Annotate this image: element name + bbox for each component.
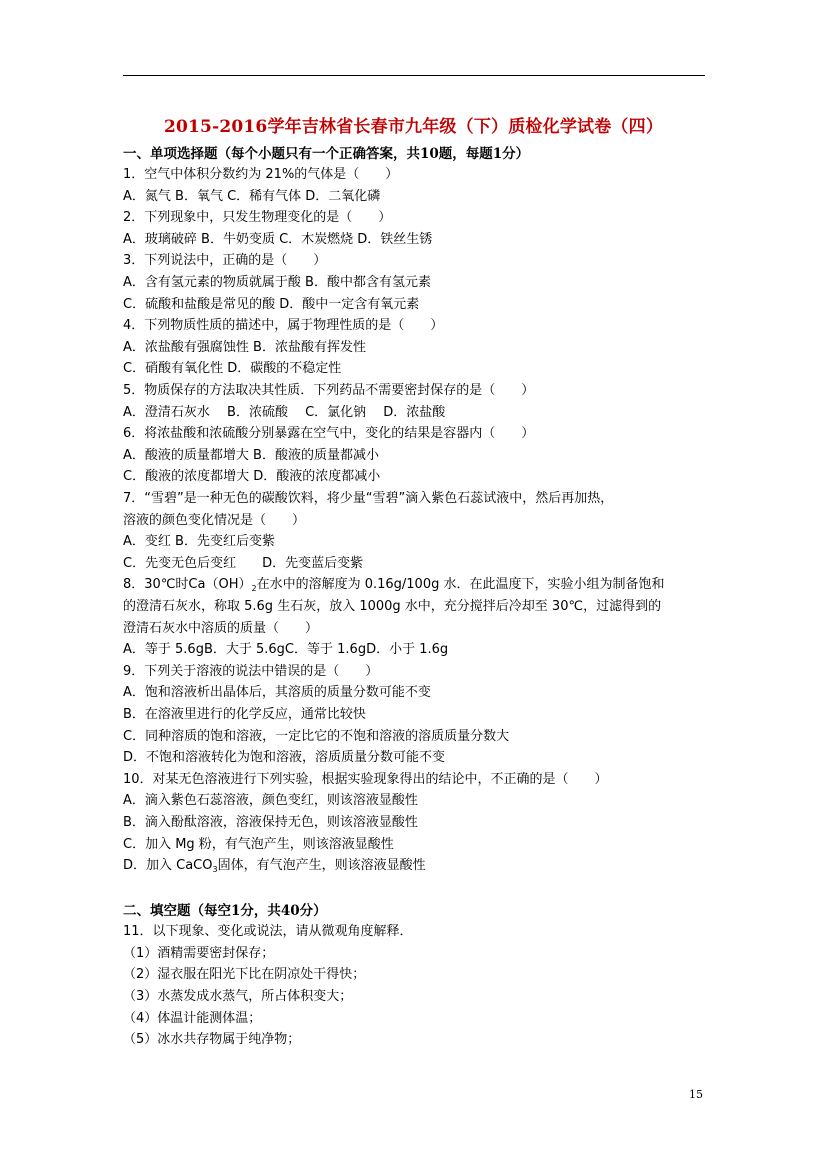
- question-5-options: A．澄清石灰水 B．浓硫酸 C．氯化钠 D．浓盐酸: [123, 405, 446, 420]
- question-11-item-5: （5）冰水共存物属于纯净物；: [123, 1032, 301, 1047]
- question-7-line-1: 7．“雪碧”是一种无色的碳酸饮料，将少量“雪碧”滴入紫色石蕊试液中，然后再加热，: [123, 491, 614, 506]
- question-9-option-a: A．饱和溶液析出晶体后，其溶质的质量分数可能不变: [123, 685, 431, 700]
- question-11-item-3: （3）水蒸发成水蒸气，所占体积变大；: [123, 989, 353, 1004]
- section-heading-fill: 二、填空题（每空1分，共40分）: [123, 903, 327, 919]
- question-6-options-ab: A．酸液的质量都增大 B．酸液的质量都减小: [123, 448, 379, 463]
- question-1: 1．空气中体积分数约为 21%的气体是（ ）: [123, 167, 399, 182]
- section-heading-choice: 一、单项选择题（每个小题只有一个正确答案，共10题，每题1分）: [123, 146, 530, 162]
- question-7-options-ab: A．变红 B．先变红后变紫: [123, 534, 275, 549]
- question-10-option-d: [123, 858, 426, 878]
- question-6: 6．将浓盐酸和浓硫酸分别暴露在空气中，变化的结果是容器内（ ）: [123, 426, 535, 441]
- question-6-options-cd: C．酸液的浓度都增大 D．酸液的浓度都减小: [123, 469, 381, 484]
- question-11-item-1: （1）酒精需要密封保存；: [123, 946, 275, 961]
- question-2: 2．下列现象中，只发生物理变化的是（ ）: [123, 210, 392, 225]
- question-8-line-1: [123, 577, 664, 597]
- question-10-option-c: C．加入 Mg 粉，有气泡产生，则该溶液显酸性: [123, 837, 394, 852]
- question-8-line-3: 澄清石灰水中溶质的质量（ ）: [123, 621, 319, 636]
- header-rule: [123, 75, 705, 76]
- question-7-options-cd: C．先变无色后变红 D．先变蓝后变紫: [123, 556, 364, 571]
- question-8-options: A．等于 5.6gB．大于 5.6gC．等于 1.6gD．小于 1.6g: [123, 642, 449, 657]
- subscript: 2: [251, 584, 257, 593]
- question-4-options-ab: A．浓盐酸有强腐蚀性 B．浓盐酸有挥发性: [123, 340, 366, 355]
- question-10-option-b: B．滴入酚酞溶液，溶液保持无色，则该溶液显酸性: [123, 815, 418, 830]
- question-10-option-d-text-a: D．加入 CaCO: [123, 858, 213, 873]
- question-8-text-a: 8．30℃时Ca（OH）: [123, 577, 252, 592]
- question-11-item-2: （2）湿衣服在阳光下比在阴凉处干得快；: [123, 967, 366, 982]
- question-9-option-c: C．同种溶质的饱和溶液，一定比它的不饱和溶液的溶质质量分数大: [123, 729, 510, 744]
- question-11-item-4: （4）体温计能测体温；: [123, 1011, 262, 1026]
- question-3-options-cd: C．硫酸和盐酸是常见的酸 D．酸中一定含有氧元素: [123, 297, 420, 312]
- question-3: 3．下列说法中，正确的是（ ）: [123, 253, 327, 268]
- question-10-option-a: A．滴入紫色石蕊溶液，颜色变红，则该溶液显酸性: [123, 793, 418, 808]
- question-8-line-2: 的澄清石灰水，称取 5.6g 生石灰，放入 1000g 水中，充分搅拌后冷却至 30℃，过滤得到的: [123, 599, 662, 614]
- question-4: 4．下列物质性质的描述中，属于物理性质的是（ ）: [123, 318, 444, 333]
- question-5: 5．物质保存的方法取决其性质．下列药品不需要密封保存的是（ ）: [123, 383, 535, 398]
- question-11: 11．以下现象、变化或说法，请从微观角度解释．: [123, 924, 413, 939]
- question-10: 10．对某无色溶液进行下列实验，根据实验现象得出的结论中，不正确的是（ ）: [123, 772, 608, 787]
- question-9: 9．下列关于溶液的说法中错误的是（ ）: [123, 664, 379, 679]
- question-2-options: A．玻璃破碎 B．牛奶变质 C．木炭燃烧 D．铁丝生锈: [123, 232, 433, 247]
- question-10-option-d-text-b: 固体，有气泡产生，则该溶液显酸性: [217, 858, 426, 873]
- question-1-options: A．氮气 B．氧气 C．稀有气体 D．二氧化磷: [123, 189, 381, 204]
- question-7-line-2: 溶液的颜色变化情况是（ ）: [123, 513, 306, 528]
- question-3-options-ab: A．含有氢元素的物质就属于酸 B．酸中都含有氢元素: [123, 275, 431, 290]
- question-9-option-d: D．不饱和溶液转化为饱和溶液，溶质质量分数可能不变: [123, 750, 446, 765]
- exam-title: 2015-2016学年吉林省长春市九年级（下）质检化学试卷（四）: [163, 117, 664, 137]
- question-9-option-b: B．在溶液里进行的化学反应，通常比较快: [123, 707, 366, 722]
- question-4-options-cd: C．硝酸有氧化性 D．碳酸的不稳定性: [123, 361, 342, 376]
- subscript: 3: [212, 865, 218, 874]
- page-number: 15: [689, 1088, 703, 1101]
- question-8-text-b: 在水中的溶解度为 0.16g/100g 水．在此温度下，实验小组为制备饱和: [256, 577, 665, 592]
